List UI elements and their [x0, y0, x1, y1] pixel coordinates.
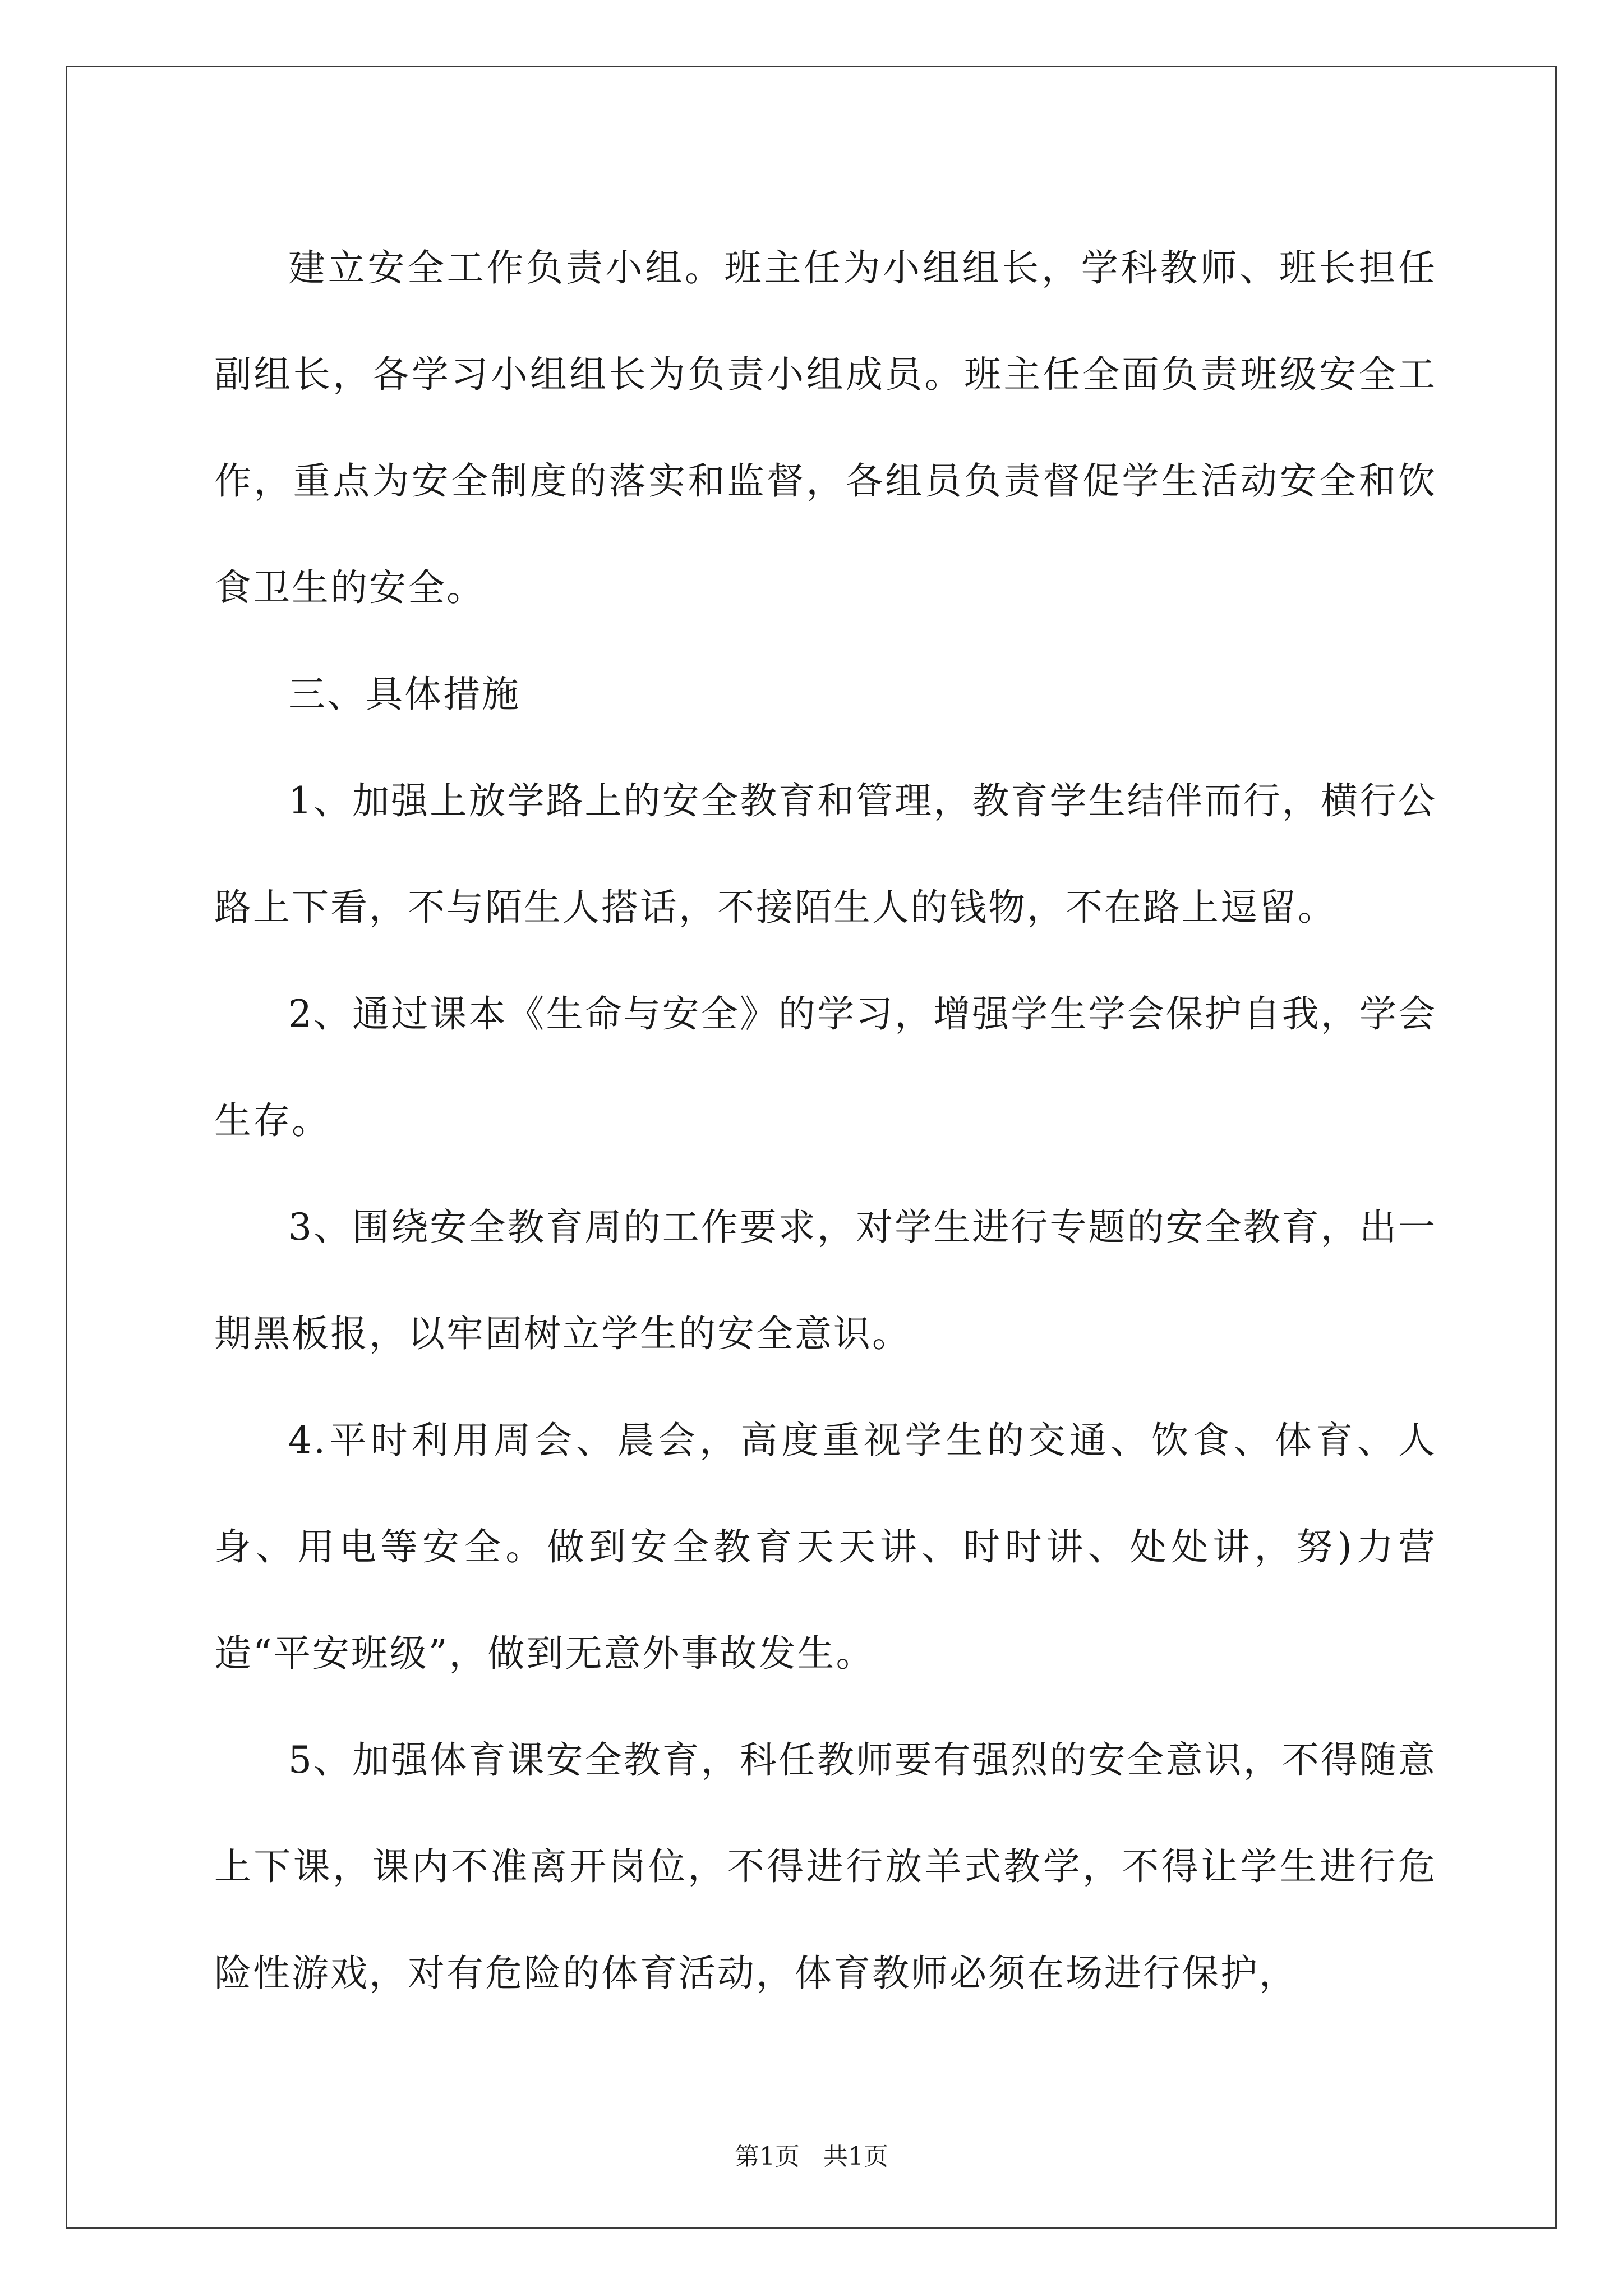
section-heading-measures: 三、具体措施: [288, 673, 520, 716]
paragraph-measure-1: 1、加强上放学路上的安全教育和管理，教育学生结伴而行，横行公路上下看，不与陌生人搭话，不接陌生人的钱物，不在路上逗留。: [214, 779, 1437, 929]
page-footer: [0, 2140, 1623, 2174]
paragraph-measure-4: 4.平时利用周会、晨会，高度重视学生的交通、饮食、体育、人身、用电等安全。做到安全教育天天讲、时时讲、处处讲，努)力营造“平安班级”，做到无意外事故发生。: [214, 1419, 1437, 1675]
paragraph-measure-2: 2、通过课本《生命与安全》的学习，增强学生学会保护自我，学会生存。: [214, 992, 1437, 1142]
paragraph-measure-3: 3、围绕安全教育周的工作要求，对学生进行专题的安全教育，出一期黑板报，以牢固树立学生的安全意识。: [214, 1205, 1437, 1355]
page-number-current: 第1页: [735, 2142, 800, 2171]
page-number-total: 共1页: [823, 2142, 888, 2171]
paragraph-safety-group: 建立安全工作负责小组。班主任为小组组长，学科教师、班长担任副组长，各学习小组组长为负责小组成员。班主任全面负责班级安全工作，重点为安全制度的落实和监督，各组员负责督促学生活动安全和饮食卫生的安全。: [214, 246, 1437, 609]
paragraph-measure-5: 5、加强体育课安全教育，科任教师要有强烈的安全意识，不得随意上下课，课内不准离开岗位，不得进行放羊式教学，不得让学生进行危险性游戏，对有危险的体育活动，体育教师必须在场进行保护，: [214, 1738, 1437, 1995]
document-body: [214, 215, 1437, 2027]
